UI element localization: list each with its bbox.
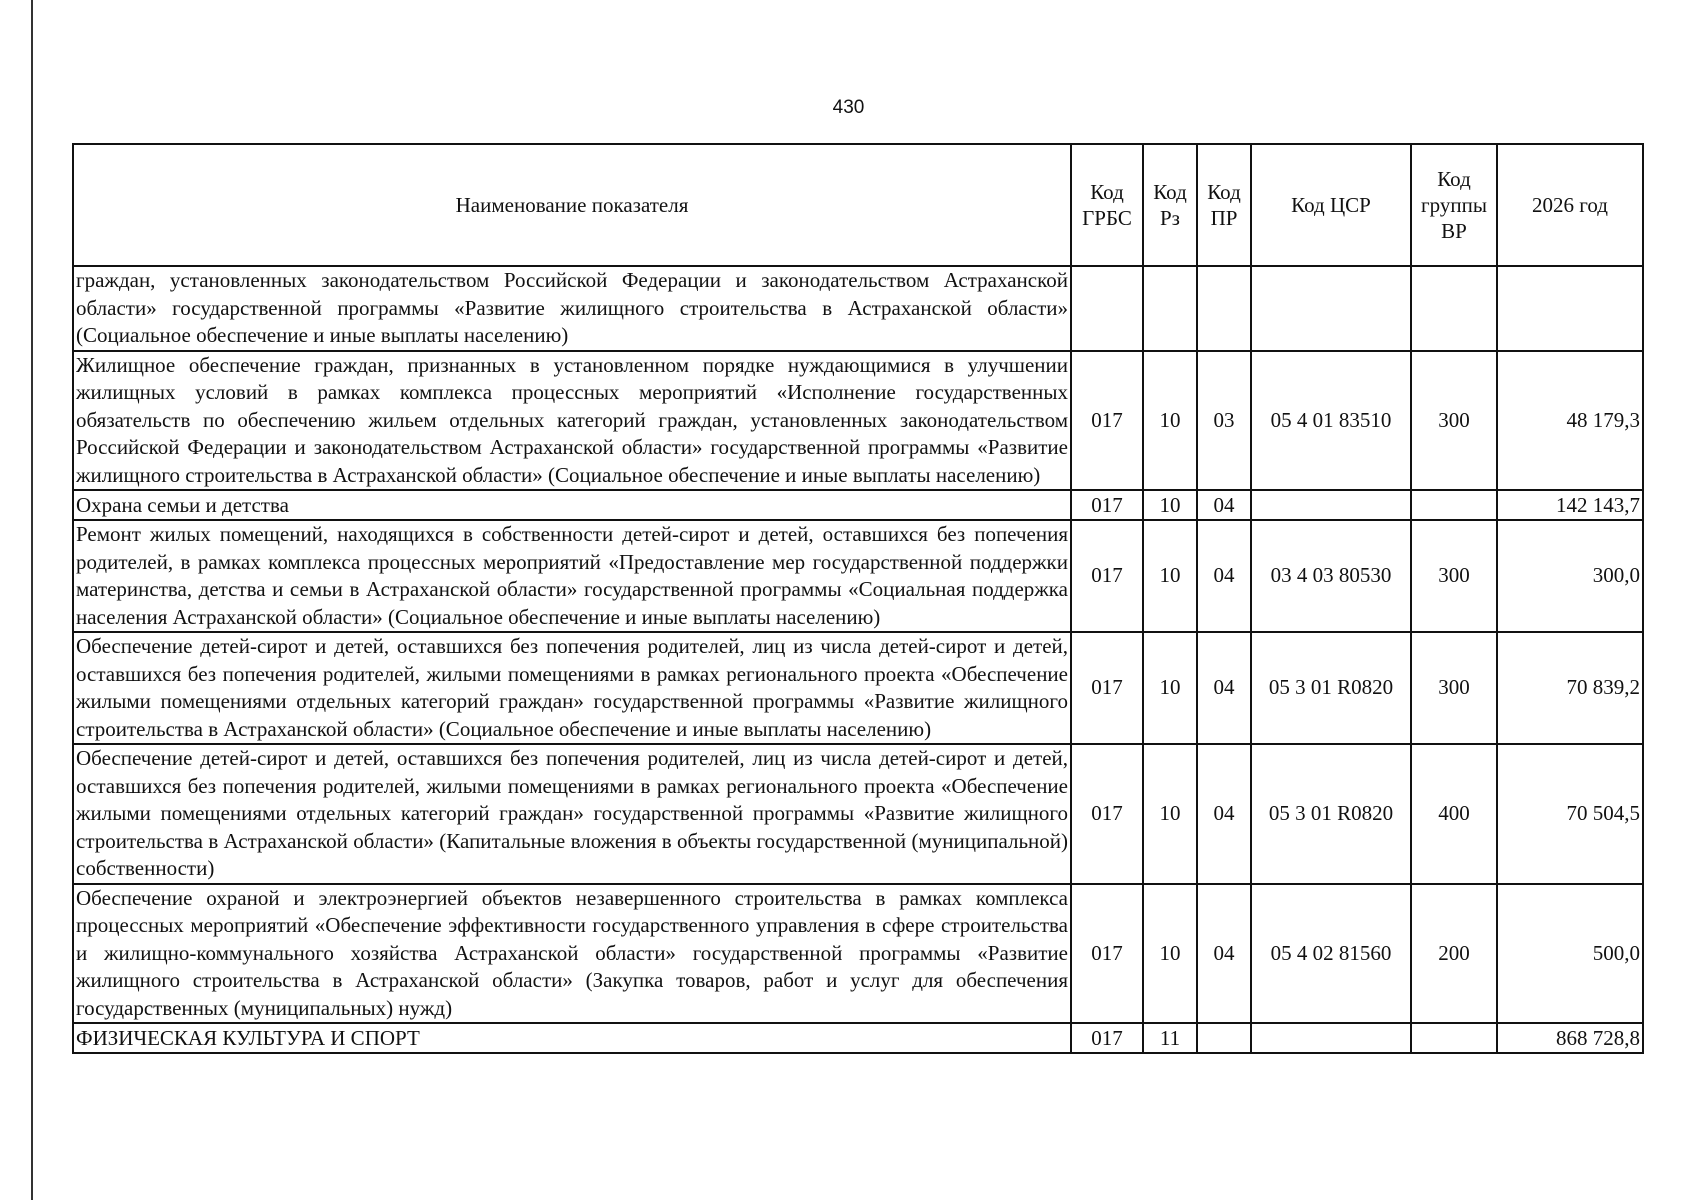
row-name: ФИЗИЧЕСКАЯ КУЛЬТУРА И СПОРТ	[73, 1023, 1071, 1053]
row-rz: 10	[1143, 351, 1197, 491]
row-vr: 300	[1411, 632, 1497, 744]
row-grbs: 017	[1071, 884, 1143, 1024]
header-csr: Код ЦСР	[1251, 144, 1411, 266]
page-margin-line	[31, 0, 33, 1200]
table-row	[73, 351, 1643, 491]
row-csr: 05 4 02 81560	[1251, 884, 1411, 1024]
row-amount: 70 504,5	[1497, 744, 1643, 884]
row-pr: 04	[1197, 744, 1251, 884]
row-pr	[1197, 1023, 1251, 1053]
row-pr: 04	[1197, 632, 1251, 744]
row-pr: 03	[1197, 351, 1251, 491]
row-amount: 500,0	[1497, 884, 1643, 1024]
row-grbs: 017	[1071, 351, 1143, 491]
table-row	[73, 744, 1643, 884]
row-rz: 10	[1143, 490, 1197, 520]
table-row	[73, 632, 1643, 744]
row-vr	[1411, 1023, 1497, 1053]
row-csr: 05 4 01 83510	[1251, 351, 1411, 491]
row-pr: 04	[1197, 520, 1251, 632]
row-vr	[1411, 490, 1497, 520]
table-row	[73, 1023, 1643, 1053]
row-amount: 48 179,3	[1497, 351, 1643, 491]
row-grbs: 017	[1071, 490, 1143, 520]
row-name: Обеспечение детей-сирот и детей, оставшихся без попечения родителей, лиц из числа детей-сирот и детей, оставшихся без попечения родителей, жилыми помещениями в рамках регионального проекта «Обеспечение жилыми помещениями отдельных категорий граждан» государственной программы «Развитие жилищного строительства в Астраханской области» (Капитальные вложения в объекты государственной (муниципальной) собственности)	[73, 744, 1071, 884]
table-header-row	[73, 144, 1643, 266]
row-pr	[1197, 266, 1251, 351]
row-rz	[1143, 266, 1197, 351]
row-csr	[1251, 266, 1411, 351]
row-csr: 05 3 01 R0820	[1251, 632, 1411, 744]
budget-table	[72, 143, 1644, 1054]
row-grbs: 017	[1071, 1023, 1143, 1053]
table-row	[73, 490, 1643, 520]
row-name: Ремонт жилых помещений, находящихся в собственности детей-сирот и детей, оставшихся без попечения родителей, в рамках комплекса процессных мероприятий «Предоставление мер государственной поддержки материнства, детства и семьи в Астраханской области» государственной программы «Социальная поддержка населения Астраханской области» (Социальное обеспечение и иные выплаты населению)	[73, 520, 1071, 632]
header-year: 2026 год	[1497, 144, 1643, 266]
row-vr	[1411, 266, 1497, 351]
row-pr: 04	[1197, 884, 1251, 1024]
header-rz: Код Рз	[1143, 144, 1197, 266]
row-pr: 04	[1197, 490, 1251, 520]
row-amount: 300,0	[1497, 520, 1643, 632]
header-grbs: Код ГРБС	[1071, 144, 1143, 266]
row-rz: 10	[1143, 744, 1197, 884]
table-row	[73, 266, 1643, 351]
row-grbs	[1071, 266, 1143, 351]
row-rz: 10	[1143, 884, 1197, 1024]
row-name: Обеспечение детей-сирот и детей, оставшихся без попечения родителей, лиц из числа детей-сирот и детей, оставшихся без попечения родителей, жилыми помещениями в рамках регионального проекта «Обеспечение жилыми помещениями отдельных категорий граждан» государственной программы «Развитие жилищного строительства в Астраханской области» (Социальное обеспечение и иные выплаты населению)	[73, 632, 1071, 744]
row-rz: 10	[1143, 632, 1197, 744]
row-rz: 11	[1143, 1023, 1197, 1053]
row-name: Обеспечение охраной и электроэнергией объектов незавершенного строительства в рамках комплекса процессных мероприятий «Обеспечение эффективности государственного управления в сфере строительства и жилищно-коммунального хозяйства Астраханской области» государственной программы «Развитие жилищного строительства в Астраханской области» (Закупка товаров, работ и услуг для обеспечения государственных (муниципальных) нужд)	[73, 884, 1071, 1024]
header-vr: Код группы ВР	[1411, 144, 1497, 266]
table-row	[73, 520, 1643, 632]
header-pr: Код ПР	[1197, 144, 1251, 266]
row-rz: 10	[1143, 520, 1197, 632]
row-vr: 400	[1411, 744, 1497, 884]
page-number: 430	[832, 97, 865, 118]
row-csr: 03 4 03 80530	[1251, 520, 1411, 632]
row-name: Жилищное обеспечение граждан, признанных в установленном порядке нуждающимися в улучшении жилищных условий в рамках комплекса процессных мероприятий «Исполнение государственных обязательств по обеспечению жильем отдельных категорий граждан, установленных законодательством Российской Федерации и законодательством Астраханской области» государственной программы «Развитие жилищного строительства в Астраханской области» (Социальное обеспечение и иные выплаты населению)	[73, 351, 1071, 491]
row-grbs: 017	[1071, 744, 1143, 884]
row-vr: 200	[1411, 884, 1497, 1024]
row-vr: 300	[1411, 351, 1497, 491]
table-row	[73, 884, 1643, 1024]
row-amount: 142 143,7	[1497, 490, 1643, 520]
row-vr: 300	[1411, 520, 1497, 632]
row-name: Охрана семьи и детства	[73, 490, 1071, 520]
row-grbs: 017	[1071, 520, 1143, 632]
row-amount	[1497, 266, 1643, 351]
row-amount: 868 728,8	[1497, 1023, 1643, 1053]
row-amount: 70 839,2	[1497, 632, 1643, 744]
header-name: Наименование показателя	[73, 144, 1071, 266]
row-csr	[1251, 490, 1411, 520]
row-grbs: 017	[1071, 632, 1143, 744]
row-csr: 05 3 01 R0820	[1251, 744, 1411, 884]
row-name: граждан, установленных законодательством Российской Федерации и законодательством Астраханской области» государственной программы «Развитие жилищного строительства в Астраханской области» (Социальное обеспечение и иные выплаты населению)	[73, 266, 1071, 351]
row-csr	[1251, 1023, 1411, 1053]
